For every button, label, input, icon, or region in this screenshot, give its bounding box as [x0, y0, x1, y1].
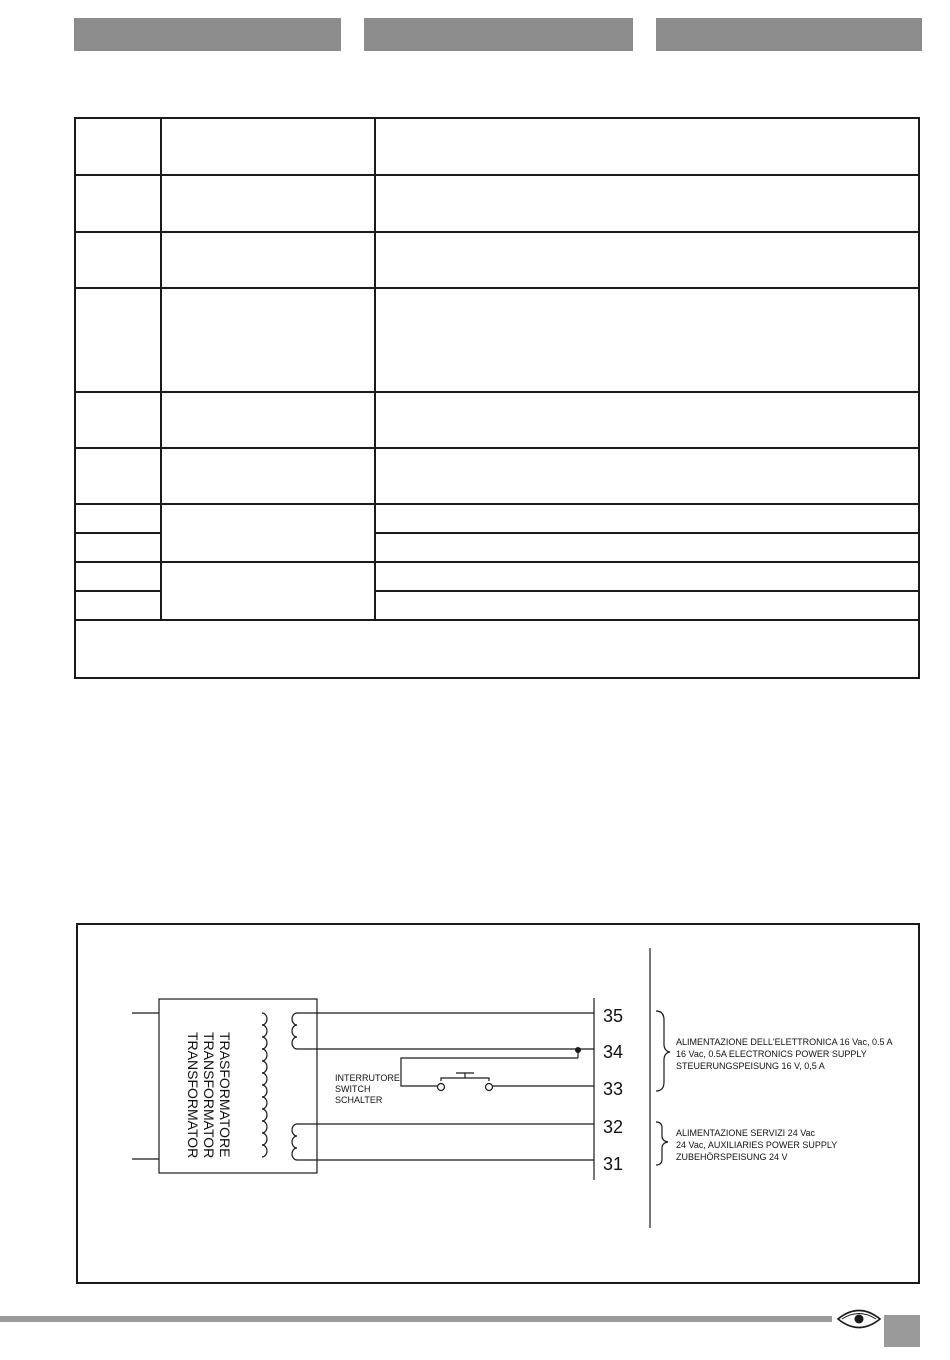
switch-label-en: SWITCH [335, 1084, 371, 1094]
secondary-winding-16v [292, 1013, 297, 1049]
electronics-supply-de: STEUERUNGSPEISUNG 16 V, 0,5 A [676, 1061, 825, 1071]
switch-contact [438, 1084, 445, 1091]
footer-rule [0, 1316, 832, 1322]
electronics-supply-en: 16 Vac, 0.5A ELECTRONICS POWER SUPPLY [676, 1049, 867, 1059]
transformer-label-it: TRASFORMATORE [217, 1032, 233, 1158]
transformer-label-de: TRANSFORMATOR [201, 1032, 217, 1159]
switch-label-de: SCHALTER [335, 1095, 383, 1105]
terminal-35: 35 [603, 1006, 624, 1026]
terminal-32: 32 [603, 1117, 624, 1137]
switch-contact [486, 1084, 493, 1091]
brace-electronics [656, 1011, 670, 1091]
auxiliaries-supply-de: ZUBEHÖRSPEISUNG 24 V [676, 1152, 788, 1162]
terminal-34: 34 [603, 1042, 624, 1062]
auxiliaries-supply-it: ALIMENTAZIONE SERVIZI 24 Vac [676, 1128, 816, 1138]
eye-logo-icon [836, 1300, 882, 1338]
page-number-box [884, 1315, 920, 1347]
secondary-winding-24v [292, 1124, 297, 1160]
terminal-31: 31 [603, 1154, 624, 1174]
primary-winding [262, 1013, 267, 1157]
electronics-supply-it: ALIMENTAZIONE DELL'ELETTRONICA 16 Vac, 0.5 A [676, 1037, 893, 1047]
terminal-33: 33 [603, 1079, 624, 1099]
brace-auxiliaries [656, 1122, 668, 1165]
switch-label-it: INTERRUTORE [335, 1073, 400, 1083]
auxiliaries-supply-en: 24 Vac, AUXILIARIES POWER SUPPLY [676, 1140, 838, 1150]
switch-actuator [441, 1078, 489, 1081]
transformer-label-en: TRANSFORMATOR [185, 1032, 201, 1159]
junction-dot [575, 1047, 581, 1053]
